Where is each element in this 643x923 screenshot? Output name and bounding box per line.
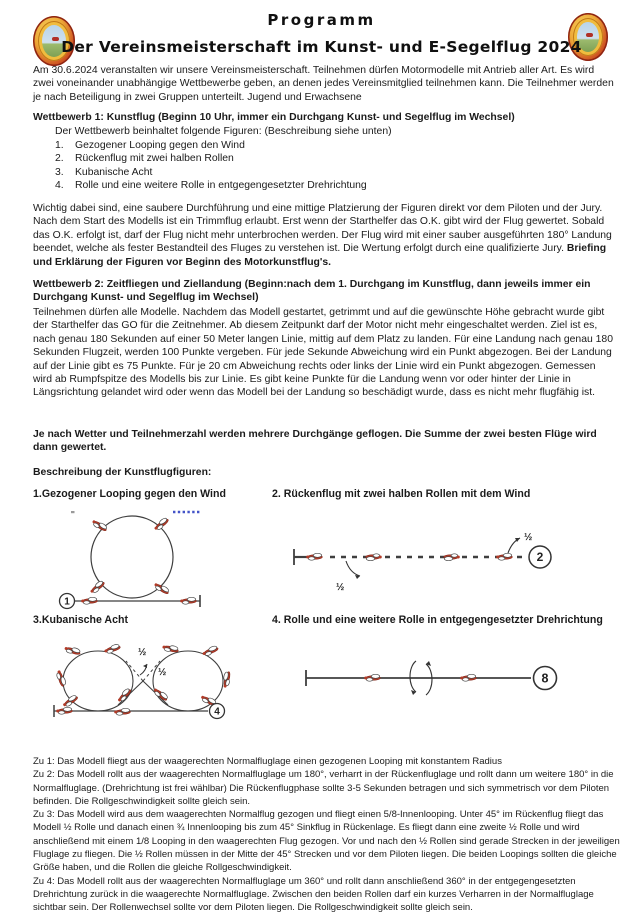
airplane-icon xyxy=(306,553,322,560)
airplane-icon xyxy=(81,597,97,604)
airplane-icon xyxy=(180,597,196,604)
svg-text:2: 2 xyxy=(536,550,544,564)
airplane-icon xyxy=(64,645,82,657)
airplane-icon xyxy=(201,645,219,657)
list-item-number: 2. xyxy=(55,153,64,165)
airplane-icon xyxy=(444,554,460,561)
wichtig-bold-tail: Briefing und Erklärung der Figuren vor Beginn des Motorkunstflug's. xyxy=(33,243,607,268)
wettbewerb2-body: Teilnehmen dürfen alle Modelle. Nachdem das Modell gestartet, getrimmt und auf die gewünschte Höhe gebracht wurde gibt der Starthelfer das GO für die Zeitnehmer. Ab diesem Zeitpunkt darf der Motor nicht mehr eingeschaltet werden. Ziel ist es, nach genau 180 Sekunden auf einer 50 Meter langen Linie, mittig auf dem Platz zu landen. Für eine Landung nach genau 180 Sekunden Flugzeit, werden 100 Punkte vergeben. Für jede Sekunde Abweichung wird ein Punkt abgezogen. Bei der Landung auf der Linie gibt es 75 Punkte. Für je 20 cm Abweichung rechts oder links der Linie wird ein Punkt abgezogen. Gemessen wird ab Rumpfspitze des Modells bis zur Linie. Es gibt keine Punkte für die Landung wenn vor oder hinter der Linie in Längsrichtung gelandet wird oder wenn das Modell bei der Landung so beschädigt wurde, dass es nicht mehr flugfähig ist. xyxy=(33,307,613,399)
airplane-icon xyxy=(91,518,108,533)
airplane-icon xyxy=(153,581,170,596)
note-zu1: Zu 1: Das Modell fliegt aus der waagerechten Normalfluglage einen gezogenen Looping mit konstantem Radius xyxy=(33,756,502,767)
airplane-icon xyxy=(364,674,380,681)
note-zu3: Zu 3: Das Modell wird aus dem waagerechten Normalflug gezogen und fliegt einen 5/8-Innenlooping. Unter 45° im Rückenflug fliegt das Modell ½ Rolle und danach einen ¾ Innenlooping bis zum 45° Sinkflug in Rückenlage. Es fliegt dann eine zweite ½ Rolle und wird anschließend mit einem 1/8 Looping in den waagerechten Flug gezogen. Vor und nach den ½ Rollen sind gerade Strecken in der jeweiligen Fluglage zu fliegen. Die ½ Rollen müssen in der Mitte der 45° Strecken und vor dem Piloten liegen. Die beiden Loopings sollten die gleiche Größe haben, und die Rollen die gleiche Rollgeschwindigkeit. xyxy=(33,809,620,874)
half-roll-label: ½ xyxy=(336,582,345,593)
list-item-number: 3. xyxy=(55,166,64,178)
page-title: Programm xyxy=(267,11,376,29)
list-item-number: 4. xyxy=(55,180,64,192)
svg-text:1: 1 xyxy=(64,596,70,608)
figure4-label: 4. Rolle und eine weitere Rolle in entgegengesetzter Drehrichtung xyxy=(272,614,603,626)
note-zu4: Zu 4: Das Modell rollt aus der waagerechten Normalfluglage um 360° und rollt dann anschließend 360° in der entgegengesetzten Drehrichtung zurück in die waagerechte Normalfluglage. Zwischen den beiden Rollen darf ein kurzes Verharren in der Normalfluglage sichtbar sein. Der Rollenwechsel sollte vor dem Piloten liegen. Die Rollgeschwindigkeit sollte gleich sein. xyxy=(33,875,594,914)
list-item xyxy=(33,139,617,152)
airplane-icon xyxy=(496,553,512,560)
airplane-icon xyxy=(460,674,476,681)
airplane-icon xyxy=(104,643,122,654)
descent-45-line xyxy=(118,681,143,705)
list-item xyxy=(33,179,617,192)
figure1-looping-diagram xyxy=(55,505,215,613)
figure4-rolls-diagram xyxy=(302,658,564,704)
figure3-label: 3.Kubanische Acht xyxy=(33,614,128,626)
airplane-icon xyxy=(366,554,382,561)
figures-heading: Beschreibung der Kunstflugfiguren: xyxy=(33,467,212,478)
wettbewerb2-heading: Wettbewerb 2: Zeitfliegen und Ziellandung (Beginn:nach dem 1. Durchgang im Kunstflug, dann jeweils immer ein Durchgang Kunst- und Segelflug im Wechsel) xyxy=(33,279,591,304)
figure2-marker xyxy=(529,546,551,568)
list-item-label: Rolle und eine weitere Rolle in entgegengesetzter Drehrichtung xyxy=(75,180,367,192)
list-item-label: Kubanische Acht xyxy=(75,166,153,178)
speck-mark xyxy=(71,511,75,513)
dashed-45-extension xyxy=(126,661,143,681)
wettbewerb1-figure-list xyxy=(33,139,617,193)
svg-text:4: 4 xyxy=(214,706,220,718)
figure1-label: 1.Gezogener Looping gegen den Wind xyxy=(33,488,226,500)
wichtig-text: Wichtig dabei sind, eine saubere Durchführung und eine mittige Platzierung der Figuren direkt vor dem Piloten und der Jury. Nach dem Start des Modells ist ein Trimmflug erlaubt. Erst wenn der Starthelfer das O.K. gibt wird der Flug gewertet. Sobald das O.K. erfolgt ist, darf der Flug nicht mehr unterbrochen werden. Der Flug wird mit einer sauber ausgeführten 180° Landung beendet, welche als fester Bestandteil des Fluges zu verstehen ist. Die Wertung erfolgt durch eine qualifizierte Jury. xyxy=(33,203,612,255)
list-item-label: Rückenflug mit zwei halben Rollen xyxy=(75,153,234,165)
list-item xyxy=(33,152,617,165)
summary-paragraph: Je nach Wetter und Teilnehmerzahl werden mehrere Durchgänge geflogen. Die Summe der zwei besten Flüge wird dann gewertet. xyxy=(33,429,597,454)
airplane-icon xyxy=(153,517,170,532)
half-roll-label: ½ xyxy=(138,647,147,658)
list-item-label: Gezogener Looping gegen den Wind xyxy=(75,140,245,151)
figure3-marker xyxy=(210,704,225,719)
wettbewerb1-heading: Wettbewerb 1: Kunstflug (Beginn 10 Uhr, immer ein Durchgang Kunst- und Segelflug im Wechsel) xyxy=(33,112,515,123)
note-zu2: Zu 2: Das Modell rollt aus der waagerechten Normalfluglage um 180°, verharrt in der Rückenfluglage und rollt dann um weitere 180° in die Normalfluglage. (Drehrichtung ist frei wählbar) Die Rückenflugphase sollte 3-5 Sekunden betragen und sich symmetrisch vor dem Piloten befinden. Die Rollgeschwindigkeit sollte gleich sein. xyxy=(33,769,614,807)
figure4-marker xyxy=(534,667,557,690)
airplane-icon xyxy=(56,707,72,714)
figure2-rueckenflug-diagram xyxy=(290,530,565,602)
half-roll-label: ½ xyxy=(524,532,533,543)
figure2-label: 2. Rückenflug mit zwei halben Rollen mit dem Wind xyxy=(272,488,531,500)
figure-notes xyxy=(33,755,623,915)
wettbewerb1-subline: Der Wettbewerb beinhaltet folgende Figuren: (Beschreibung siehe unten) xyxy=(55,126,392,137)
page-subtitle: Der Vereinsmeisterschaft im Kunst- und E-Segelflug 2024 xyxy=(61,38,582,56)
wichtig-paragraph xyxy=(33,202,617,269)
arrowhead xyxy=(143,664,147,668)
airplane-icon xyxy=(62,694,80,708)
half-roll-arrow xyxy=(346,561,360,576)
svg-text:8: 8 xyxy=(541,671,549,686)
intro-paragraph: Am 30.6.2024 veranstalten wir unsere Vereinsmeisterschaft. Teilnehmen dürfen Motormodelle mit Antrieb aller Art. Es wird zwei voneinander unabhängige Wettbewerbe geben, an denen jedes Vereinsmitglied teilnehmen kann. Die Teilnehmer werden je nach Beteiligung in zwei Gruppen unterteilt. Jugend und Erwachsene xyxy=(33,65,614,103)
figure3-cuban-eight-diagram xyxy=(50,643,250,728)
figure1-marker xyxy=(60,594,75,609)
half-roll-label: ½ xyxy=(158,667,167,678)
list-item-number: 1. xyxy=(55,140,64,151)
list-item xyxy=(33,166,617,179)
airplane-icon xyxy=(114,708,130,715)
